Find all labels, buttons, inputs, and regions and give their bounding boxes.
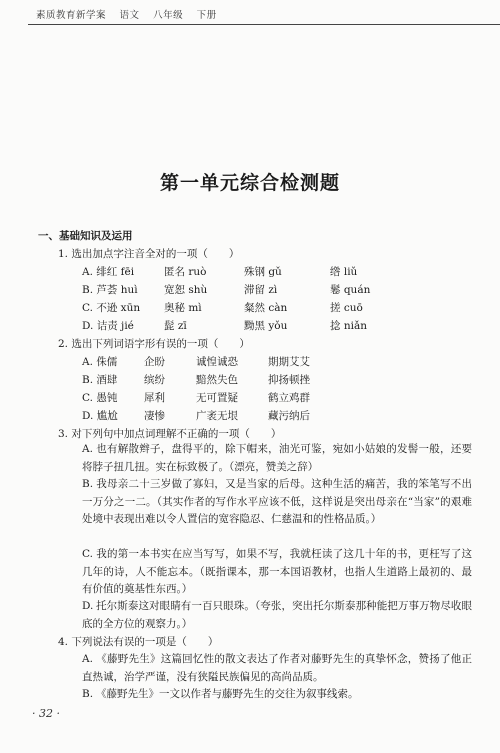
q1-stem: 1. 选出加点字注音全对的一项（ ） <box>58 248 240 260</box>
q3-option-c <box>82 546 472 599</box>
q3-a-text: 也有解散辫子，盘得平的，除下帽来，油光可鉴，宛如小姑娘的发髻一般，还要将脖子扭几扭。实在标致极了。（漂亮，赞美之辞） <box>82 443 472 473</box>
header-text <box>36 7 227 21</box>
q1-c-1: C. 不逊 xūn <box>82 302 141 314</box>
q4-a-label: A. <box>82 653 93 665</box>
header-subject: 语文 <box>119 10 140 21</box>
q2-d-4: 藏污纳后 <box>268 410 310 422</box>
q1-a-1: A. 绯红 fēi <box>82 266 135 278</box>
q3-b-text: 我母亲二十三岁做了寡妇，又是当家的后母。这种生活的痛苦，我的笨笔写不出一万分之一二。（其实作者的写作水平应该不低，这样说是突出母亲在“当家”的艰难处境中表现出难以令人置信的宽容隐忍、仁慈温和的性格品质。） <box>82 478 472 525</box>
q2-d-3: 广袤无垠 <box>196 410 238 422</box>
section-heading: 一、基础知识及运用 <box>38 230 133 242</box>
page-header <box>0 0 500 28</box>
q3-c-text: 我的第一本书实在应当写写，如果不写，我就枉读了这几十年的书，更枉写了这几年的诗，人不能忘本。（既指课本，那一本国语教材，也指人生道路上最初的、最有价值的奠基性东西。） <box>82 548 472 595</box>
q2-a-4: 期期艾艾 <box>268 356 310 368</box>
q1-a-3: 殊钢 gǔ <box>244 266 282 278</box>
q2-c-2: 犀利 <box>144 392 165 404</box>
q3-option-d <box>82 598 472 633</box>
q2-a-3: 诚惶诚恐 <box>196 356 238 368</box>
q3-option-b <box>82 476 472 529</box>
header-volume: 下册 <box>196 10 217 21</box>
q1-a-4: 绺 liǔ <box>330 266 358 278</box>
q1-d-4: 捻 niǎn <box>330 320 367 332</box>
q3-stem: 3. 对下列句中加点词理解不正确的一项（ ） <box>58 428 282 440</box>
q3-a-label: A. <box>82 443 93 455</box>
q1-d-2: 髭 zī <box>164 320 187 332</box>
q2-a-2: 企盼 <box>144 356 165 368</box>
q4-b-label: B. <box>82 688 94 700</box>
q2-a-1: A. 侏儒 <box>82 356 118 368</box>
q1-a-2: 匿名 ruò <box>164 266 207 278</box>
q1-c-2: 奥秘 mì <box>164 302 202 314</box>
q2-b-3: 黯然失色 <box>196 374 238 386</box>
q1-c-4: 搓 cuō <box>330 302 363 314</box>
q4-stem: 4. 下列说法有误的一项是（ ） <box>58 636 219 648</box>
q2-c-1: C. 愚钝 <box>82 392 118 404</box>
q3-b-label: B. <box>82 478 94 490</box>
page-number: · 32 · <box>32 707 60 720</box>
q4-a-text: 《藤野先生》这篇回忆性的散文表达了作者对藤野先生的真挚怀念，赞扬了他正直热诚，治学严谨，没有狭隘民族偏见的高尚品质。 <box>82 653 472 683</box>
q1-d-3: 黝黑 yǒu <box>244 320 288 332</box>
q3-option-a <box>82 441 472 476</box>
q3-d-text: 托尔斯泰这对眼睛有一百只眼珠。（夸张，突出托尔斯泰那种能把万事万物尽收眼底的全方位的观察力。） <box>82 600 472 630</box>
q1-b-4: 鬈 quán <box>330 284 371 296</box>
q2-c-3: 无可置疑 <box>196 392 238 404</box>
q2-b-1: B. 酒肆 <box>82 374 118 386</box>
q4-option-a <box>82 651 472 686</box>
header-grade: 八年级 <box>153 10 184 21</box>
q1-b-3: 滞留 zì <box>244 284 278 296</box>
q4-option-b <box>82 686 472 704</box>
q2-b-2: 缤纷 <box>144 374 165 386</box>
q4-b-text: 《藤野先生》一文以作者与藤野先生的交往为叙事线索。 <box>96 688 359 700</box>
q2-stem: 2. 选出下列词语字形有误的一项（ ） <box>58 338 250 350</box>
q2-b-4: 抑扬顿挫 <box>268 374 310 386</box>
page-title: 第一单元综合检测题 <box>159 172 340 194</box>
q1-c-3: 粲然 càn <box>244 302 288 314</box>
q1-d-1: D. 诘责 jié <box>82 320 134 332</box>
q3-c-label: C. <box>82 548 93 560</box>
q2-d-1: D. 尴尬 <box>82 410 118 422</box>
header-rule <box>28 24 500 25</box>
q2-d-2: 凄惨 <box>144 410 165 422</box>
header-book: 素质教育新学案 <box>36 10 107 21</box>
q1-b-1: B. 芦荟 huì <box>82 284 138 296</box>
q1-b-2: 宽恕 shù <box>164 284 208 296</box>
q2-c-4: 鹤立鸡群 <box>268 392 310 404</box>
q3-d-label: D. <box>82 600 94 612</box>
